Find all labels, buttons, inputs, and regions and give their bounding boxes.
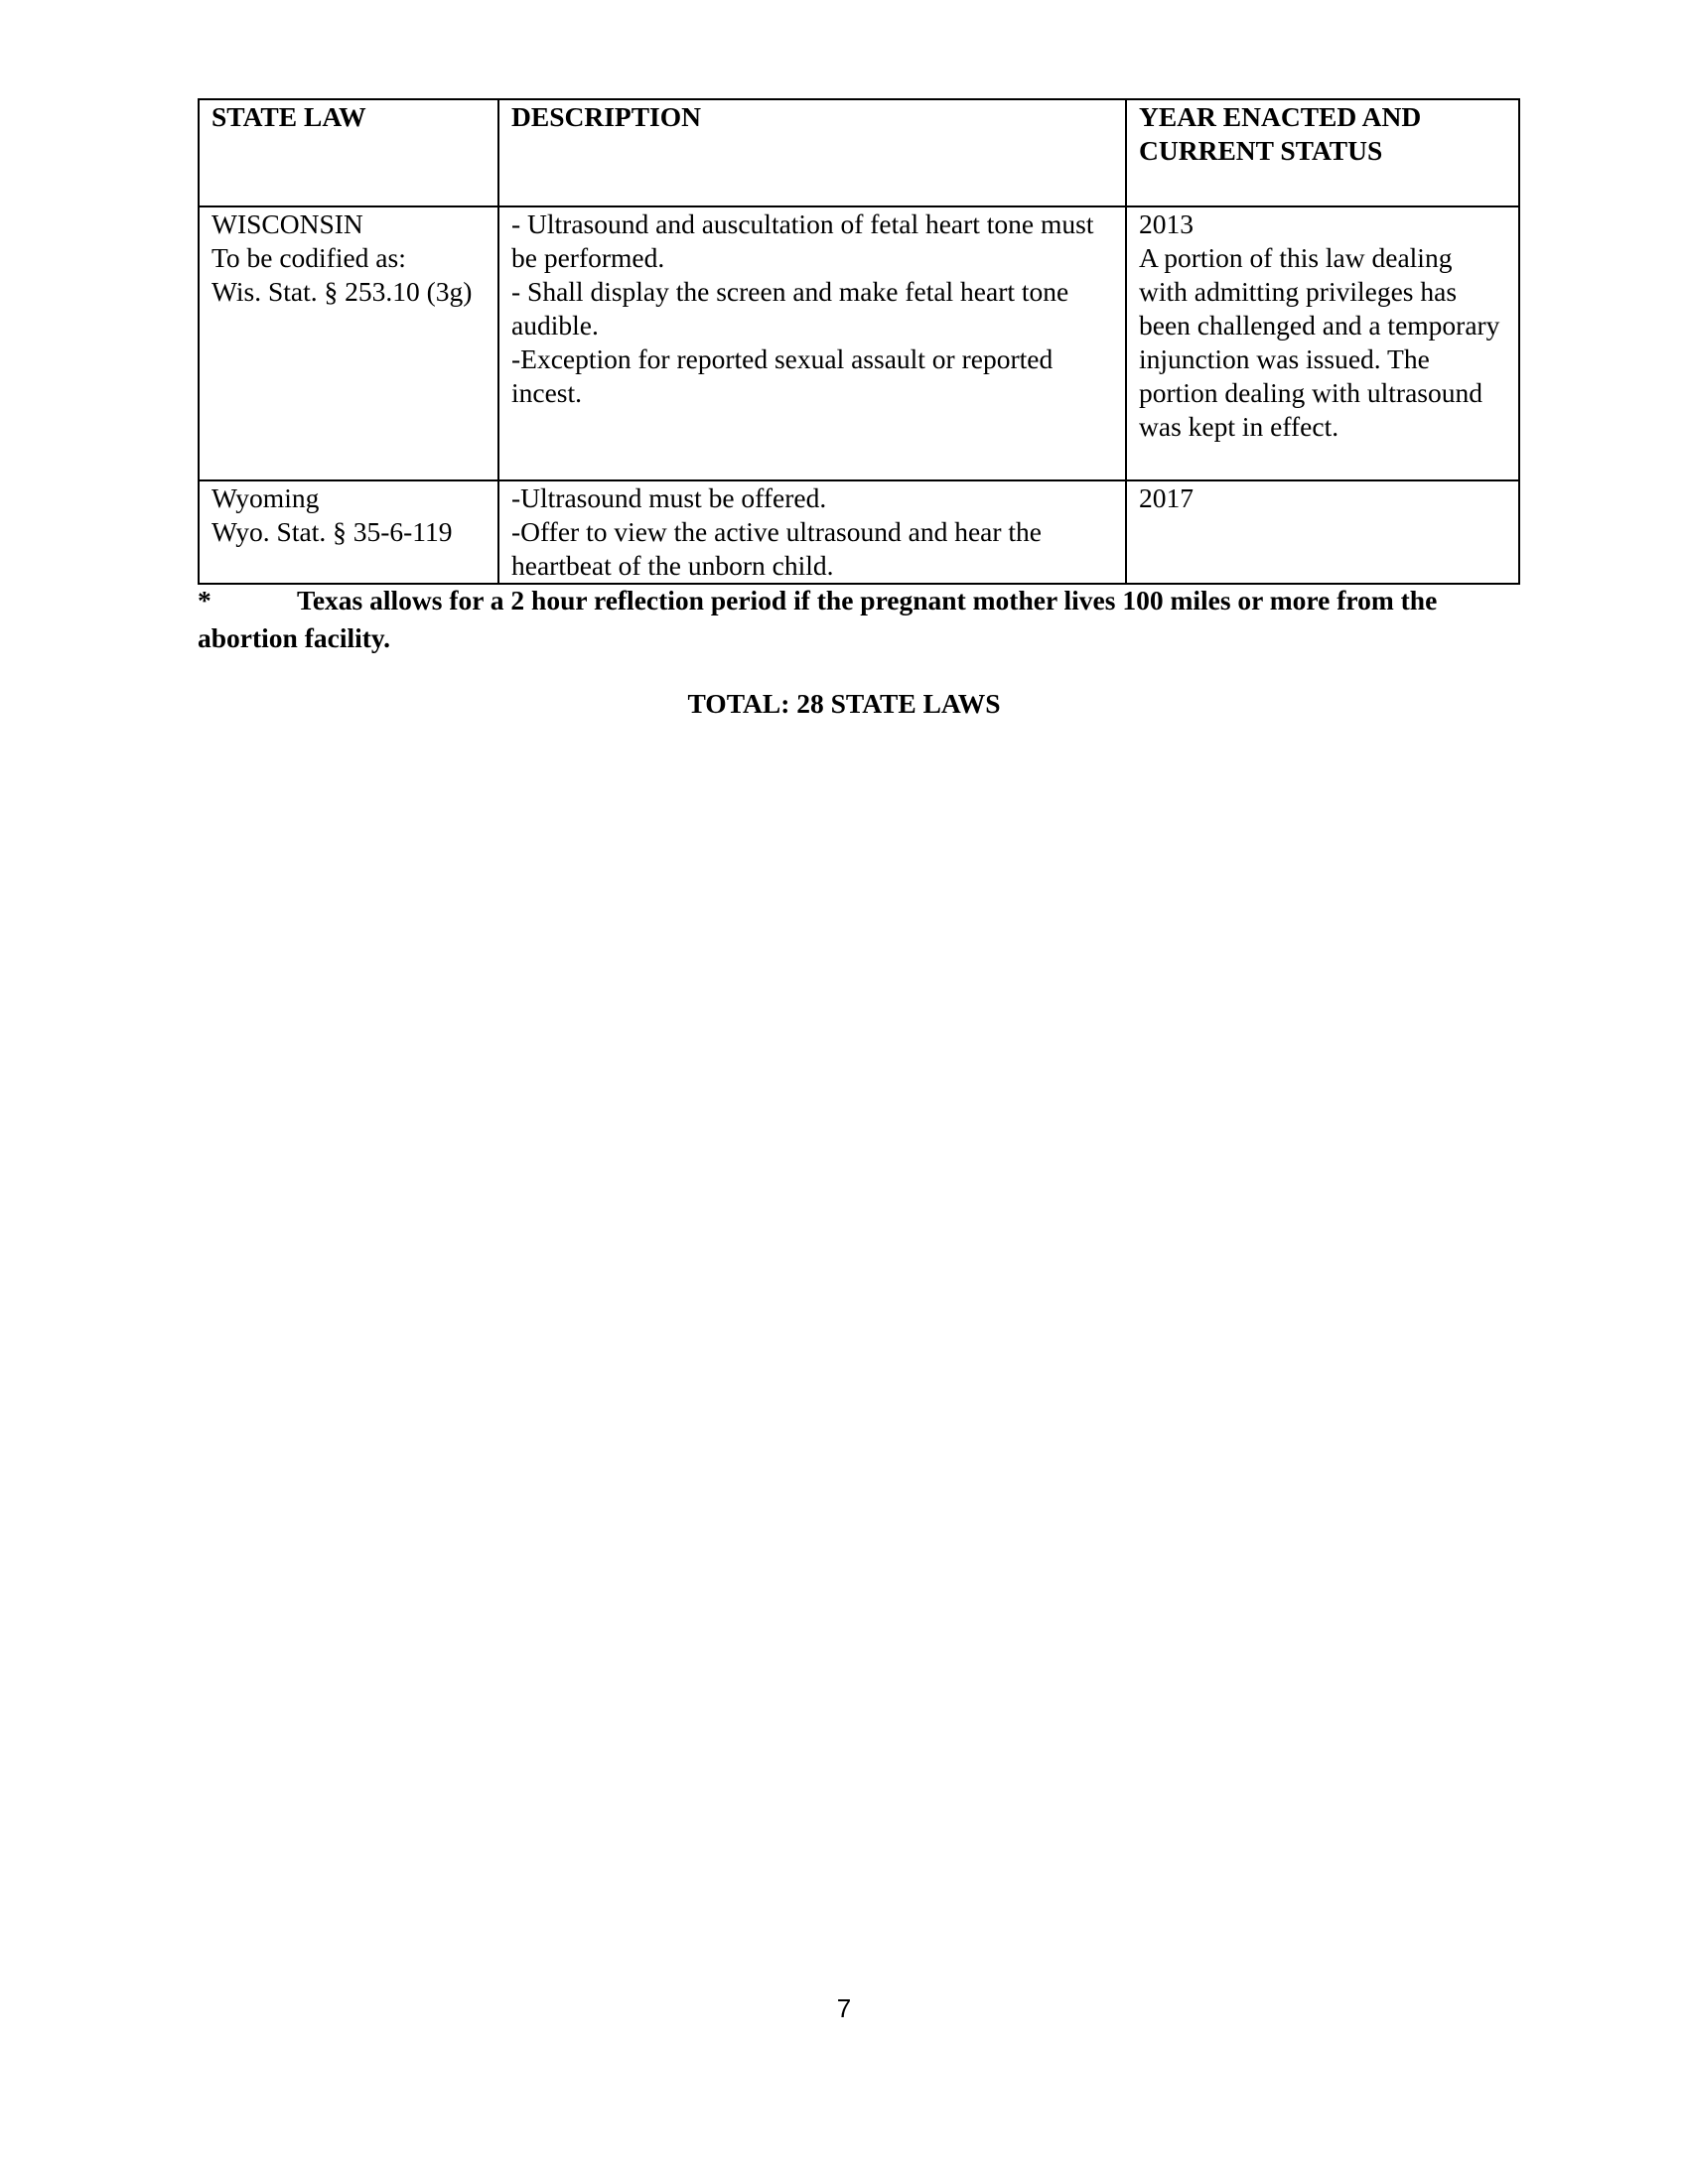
description-cell xyxy=(498,480,1126,584)
year-status-cell xyxy=(1126,206,1519,480)
header-state-law: STATE LAW xyxy=(199,99,498,206)
description-cell xyxy=(498,206,1126,480)
current-status: A portion of this law dealing with admitting privileges has been challenged and a temporary injunction was issued. The portion dealing with ultrasound was kept in effect. xyxy=(1139,242,1500,442)
page-number: 7 xyxy=(836,1993,852,2023)
year-status-cell xyxy=(1126,480,1519,584)
table-row xyxy=(199,206,1519,480)
year-enacted: 2017 xyxy=(1139,482,1194,513)
statute-citation: Wyo. Stat. § 35-6-119 xyxy=(211,516,453,547)
state-name: WISCONSIN xyxy=(211,208,363,239)
statute-citation: Wis. Stat. § 253.10 (3g) xyxy=(211,276,473,307)
state-law-cell xyxy=(199,206,498,480)
description-item: - Shall display the screen and make fetal heart tone audible. xyxy=(511,276,1069,341)
header-description: DESCRIPTION xyxy=(498,99,1126,206)
footnote-text: Texas allows for a 2 hour reflection period if the pregnant mother lives 100 miles or more from the abortion facility. xyxy=(198,585,1438,653)
codification-note: To be codified as: xyxy=(211,242,406,273)
description-item: -Ultrasound must be offered. xyxy=(511,482,827,513)
table-row xyxy=(199,480,1519,584)
state-law-cell xyxy=(199,480,498,584)
description-item: -Exception for reported sexual assault or reported incest. xyxy=(511,343,1054,408)
footnote xyxy=(198,582,1518,657)
total-state-laws: TOTAL: 28 STATE LAWS xyxy=(687,688,1001,719)
footnote-marker: * xyxy=(198,585,211,615)
header-year-status: YEAR ENACTED AND CURRENT STATUS xyxy=(1126,99,1519,206)
description-item: - Ultrasound and auscultation of fetal heart tone must be performed. xyxy=(511,208,1094,273)
state-laws-table xyxy=(198,98,1520,585)
state-name: Wyoming xyxy=(211,482,320,513)
year-enacted: 2013 xyxy=(1139,208,1194,239)
table-header-row xyxy=(199,99,1519,206)
description-item: -Offer to view the active ultrasound and hear the heartbeat of the unborn child. xyxy=(511,516,1043,581)
